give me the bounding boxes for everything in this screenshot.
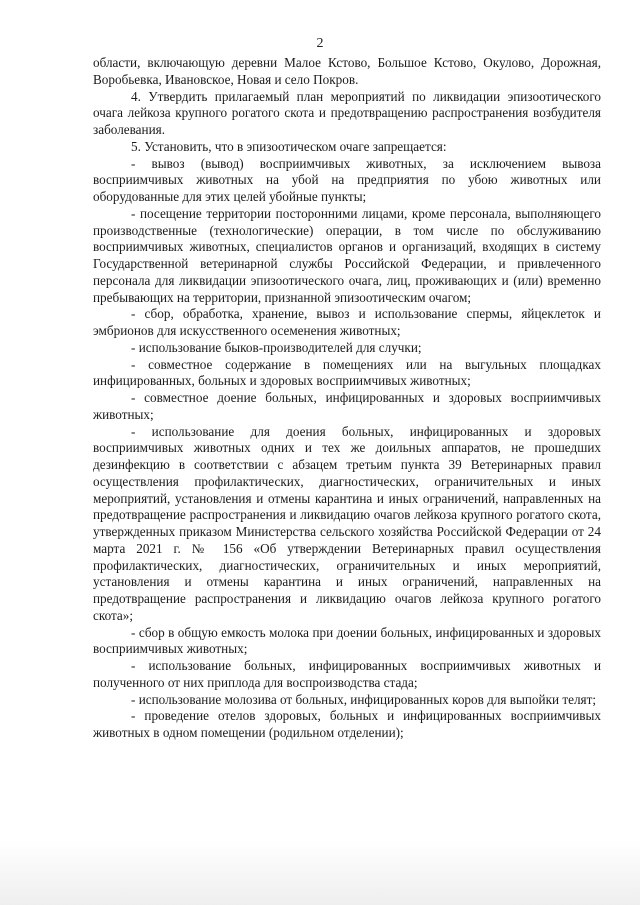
list-item-calving-ban: - проведение отелов здоровых, больных и инфицированных восприимчивых животных в одном помещении (родильном отделении); <box>93 708 601 740</box>
list-item-export-ban: - вывоз (вывод) восприимчивых животных, за исключением вывоза восприимчивых животных на убой на предприятия по убою животных или оборудованные для этих целей убойные пункты; <box>93 155 601 204</box>
page-number: 2 <box>316 36 324 51</box>
list-item-joint-keeping-ban: - совместное содержание в помещениях или на выгульных площадках инфицированных, больных и здоровых восприимчивых животных; <box>93 356 601 389</box>
page-bottom-shade <box>0 840 640 905</box>
list-item-reproduction-ban: - использование больных, инфицированных восприимчивых животных и полученного от них приплода для воспроизводства стада; <box>93 658 601 690</box>
list-item-visit-ban: - посещение территории посторонними лицами, кроме персонала, выполняющего производственные (технологические) операции, в том числе по обслуживанию восприимчивых животных, специалистов органов и организаций, входящих в систему Государственной ветеринарной службы Российской Федерации, и привлеченного персонала для ликвидации эпизоотического очага, лиц, проживающих и (или) временно пребывающих на территории, признанной эпизоотическим очагом; <box>93 205 601 305</box>
list-item-bulls-ban: - использование быков-производителей для случки; <box>131 339 422 355</box>
list-item-milking-equipment-ban: - использование для доения больных, инфицированных и здоровых восприимчивых животных одних и тех же доильных аппаратов, не прошедших дезинфекцию в соответствии с абзацем третьим пункта 39 Ветеринарных правил осуществления профилактических, диагностических, ограничительных и иных мероприятий, установления и отмены карантина и иных ограничений, направленных на предотвращение распространения и ликвидацию очагов лейкоза крупного рогатого скота, утвержденных приказом Министерства сельского хозяйства Российской Федерации от 24 марта 2021 г. № 156 «Об утверждении Ветеринарных правил осуществления профилактических, диагностических, ограничительных и иных мероприятий, установления и отмены карантина и иных ограничений, направленных на предотвращение распространения и ликвидацию очагов лейкоза крупного рогатого скота»; <box>93 423 601 623</box>
list-item-sperm-ban: - сбор, обработка, хранение, вывоз и использование спермы, яйцеклеток и эмбрионов для искусственного осеменения животных; <box>93 306 601 338</box>
list-item-joint-milking-ban: - совместное доение больных, инфицированных и здоровых восприимчивых животных; <box>93 390 601 422</box>
list-item-milk-collection-ban: - сбор в общую емкость молока при доении больных, инфицированных и здоровых восприимчивых животных; <box>93 624 601 657</box>
paragraph-villages-list: области, включающую деревни Малое Кстово, Большое Кстово, Окулово, Дорожная, Воробьевка, Ивановское, Новая и село Покров. <box>93 55 601 87</box>
paragraph-item-5-intro: 5. Установить, что в эпизоотическом очаге запрещается: <box>131 138 447 154</box>
list-item-colostrum-ban: - использование молозива от больных, инфицированных коров для выпойки телят; <box>131 691 597 707</box>
document-body <box>93 55 601 742</box>
paragraph-item-4-plan: 4. Утвердить прилагаемый план мероприятий по ликвидации эпизоотического очага лейкоза крупного рогатого скота и предотвращению распространения возбудителя заболевания. <box>93 88 601 137</box>
